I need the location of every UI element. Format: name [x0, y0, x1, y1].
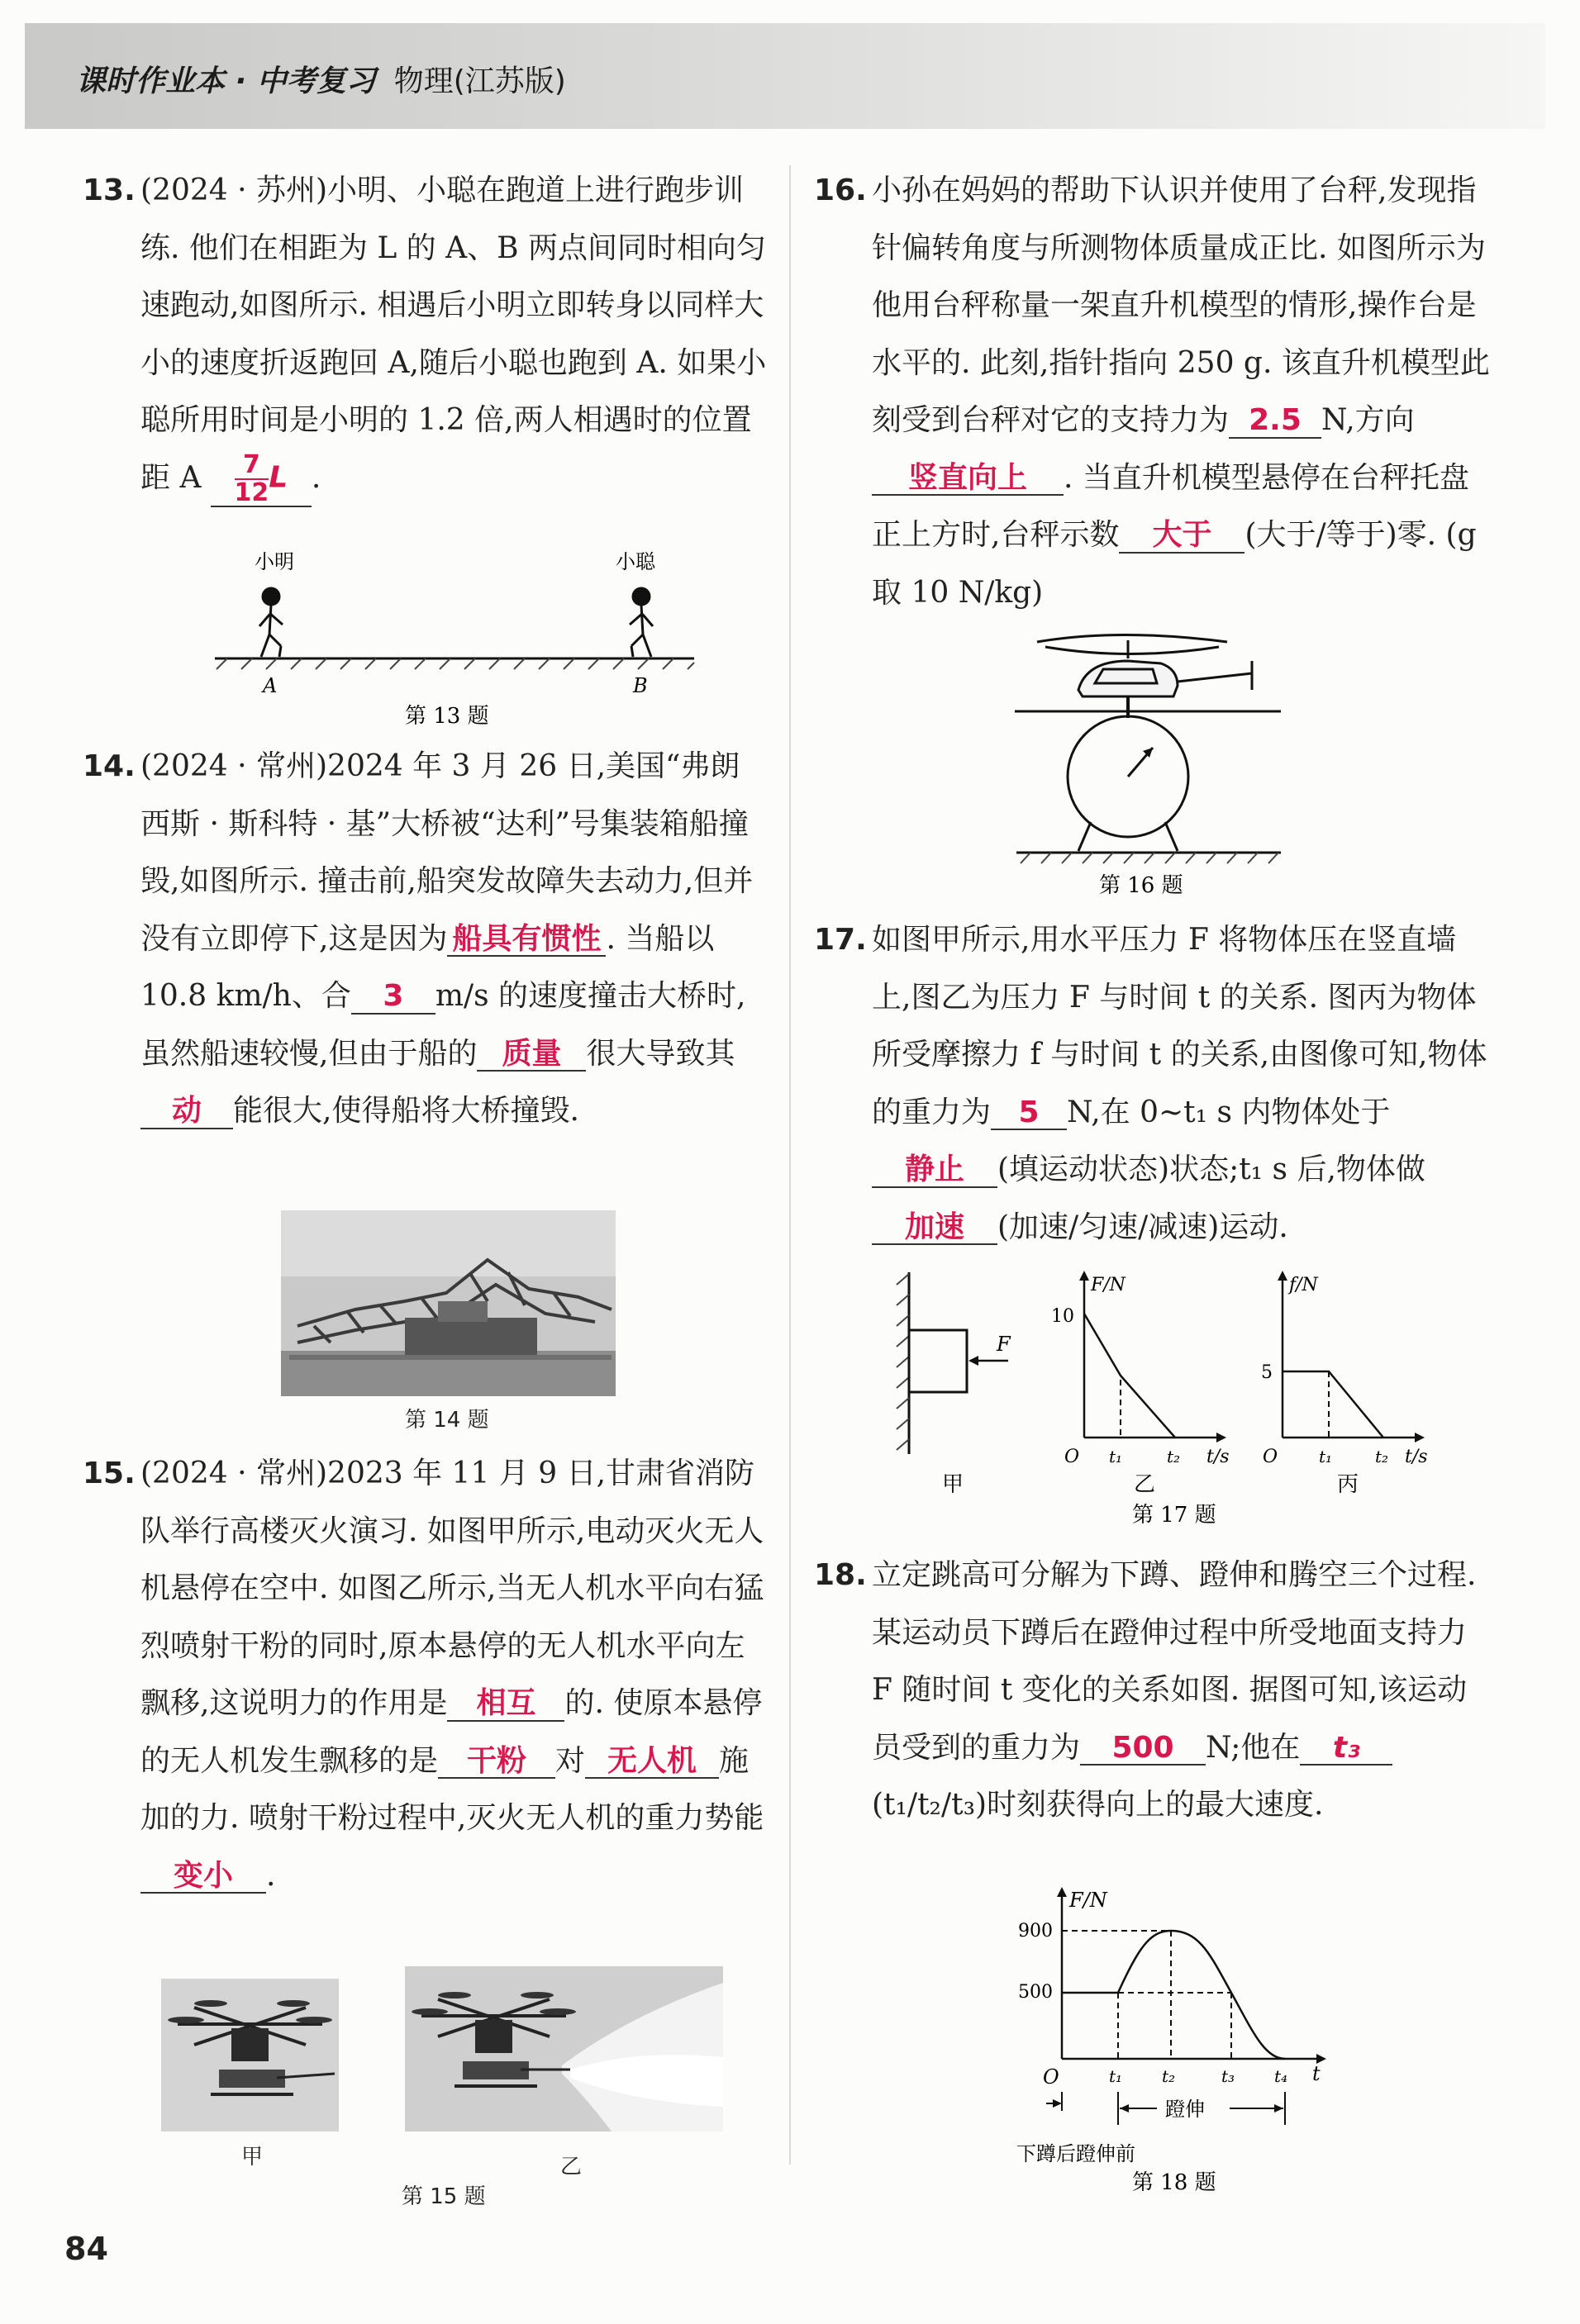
question-text: . 当直升机模型悬停在台秤托盘正上方时,台秤示数	[872, 460, 1469, 552]
question-text: 施加的力. 喷射干粉过程中,灭火无人机的重力势能	[140, 1743, 764, 1835]
figure-18	[1000, 1884, 1347, 2214]
question-16	[814, 162, 1492, 621]
tick-label: t₂	[1167, 1447, 1181, 1466]
x-axis-label: t/s	[1405, 1447, 1428, 1467]
question-text: (2024 · 常州)2024 年 3 月 26 日,美国“弗朗西斯 · 斯科特 · 基”大桥被“达利”号集装箱船撞毁,如图所示. 撞击前,船突发故障失去动力,但并没有立即停下,这是因为	[140, 749, 754, 956]
question-text: N,在 0~t₁ s 内物体处于	[1067, 1095, 1391, 1129]
answer-blank: 变小	[140, 1860, 266, 1894]
question-number: 18.	[814, 1558, 867, 1592]
question-end: .	[311, 460, 321, 495]
tick-label: t₂	[1375, 1447, 1389, 1466]
series-line	[1084, 1314, 1175, 1438]
x-axis-label: t/s	[1206, 1447, 1230, 1467]
label-bing: 丙	[1337, 1472, 1359, 1497]
fraction-denominator: 12	[234, 478, 269, 507]
book-title	[76, 58, 566, 100]
figure-caption: 第 13 题	[405, 704, 489, 727]
origin-label: O	[1263, 1447, 1278, 1467]
question-18	[814, 1547, 1492, 1834]
label-jia: 甲	[942, 1472, 964, 1497]
tick-label: t₂	[1162, 2066, 1176, 2086]
figure-caption: 第 18 题	[1132, 2170, 1216, 2195]
answer-blank: 静止	[872, 1153, 997, 1188]
figure-13	[207, 545, 702, 727]
question-number: 17.	[814, 923, 867, 957]
question-14	[83, 738, 769, 1140]
series-title: 课时作业本 · 中考复习	[76, 64, 376, 98]
question-text: (大于/等于)零. (g 取 10 N/kg)	[872, 518, 1477, 610]
tick-label: t₁	[1109, 2066, 1123, 2086]
question-15	[83, 1445, 769, 1904]
question-text: . 当船以 10.8 km/h、合	[140, 921, 715, 1013]
tick-label: t₃	[1221, 2066, 1235, 2086]
figure-caption: 第 16 题	[1099, 873, 1183, 896]
tick-label: t₄	[1274, 2066, 1288, 2086]
runner-right-icon	[630, 588, 653, 657]
graph-yi	[1051, 1271, 1230, 1497]
scale-figure	[1012, 624, 1285, 896]
graph-bing	[1261, 1271, 1428, 1497]
answer-blank: 500	[1080, 1732, 1206, 1766]
axis-label: F/N	[1069, 1889, 1107, 1912]
answer-variable: L	[269, 460, 288, 495]
question-text: (2024 · 苏州)小明、小聪在跑道上进行跑步训练. 他们在相距为 L 的 A、B 两点间同时相向匀速跑动,如图所示. 相遇后小明立即转身以同样大小的速度折返跑回 A,随后小聪也跑到 A. 如果小聪所用时间是小明的 1.2 倍,两人相遇时的位置距 A	[140, 173, 767, 495]
question-text: (2024 · 常州)2023 年 11 月 9 日,甘肃省消防队举行高楼灭火演习. 如图甲所示,电动灭火无人机悬停在空中. 如图乙所示,当无人机水平向右猛烈喷射干粉的同时,原本悬停的无人机水平向左飘移,这说明力的作用是	[140, 1457, 764, 1720]
answer-blank: t₃	[1300, 1732, 1392, 1766]
wall-block-diagram	[897, 1272, 1011, 1497]
question-17	[814, 911, 1492, 1256]
question-text: 如图甲所示,用水平压力 F 将物体压在竖直墙上,图乙为压力 F 与时间 t 的关系. 图丙为物体所受摩擦力 f 与时间 t 的关系,由图像可知,物体的重力为	[872, 923, 1487, 1129]
question-text: 很大导致其	[586, 1036, 735, 1071]
tick-label: 500	[1018, 1982, 1053, 2003]
question-text: .	[266, 1858, 276, 1893]
tick-label: 900	[1018, 1921, 1053, 1941]
drone-photo-yi	[405, 1966, 723, 2132]
series-line	[1283, 1371, 1383, 1438]
point-b: B	[633, 674, 648, 697]
answer-blank: 动	[140, 1095, 233, 1129]
subject-title: 物理(江苏版)	[393, 64, 566, 98]
answer-blank: 船具有惯性	[447, 923, 606, 958]
track-hatching	[217, 658, 694, 669]
question-text: (加速/匀速/减速)运动.	[997, 1210, 1288, 1244]
answer-blank: 无人机	[585, 1745, 719, 1780]
figure-caption: 第 14 题	[405, 1408, 489, 1433]
question-number: 14.	[83, 749, 136, 783]
label-yi: 乙	[560, 2155, 583, 2179]
question-text: N,方向	[1321, 403, 1415, 437]
figure-caption: 第 15 题	[402, 2184, 486, 2209]
tick-label: 5	[1261, 1362, 1273, 1383]
question-text: (填运动状态)状态;t₁ s 后,物体做	[997, 1152, 1425, 1186]
question-text: (t₁/t₂/t₃)时刻获得向上的最大速度.	[872, 1788, 1324, 1822]
label-xiaoming: 小明	[255, 550, 294, 573]
tick-label: t₁	[1319, 1447, 1333, 1466]
question-text: m/s 的速度撞击大桥时,虽然船速较慢,但由于船的	[140, 979, 746, 1071]
answer-blank: 相互	[447, 1687, 564, 1722]
phase-label: 蹬伸	[1165, 2098, 1205, 2121]
question-text: 能很大,使得船将大桥撞毁.	[233, 1094, 579, 1128]
answer-blank: 3	[351, 980, 435, 1015]
tick-label: t₁	[1109, 1447, 1123, 1466]
force-label: F	[997, 1333, 1011, 1356]
origin-label: O	[1064, 1447, 1080, 1467]
answer-blank: 加速	[872, 1211, 997, 1246]
question-text: 对	[555, 1743, 586, 1778]
figure-17	[876, 1264, 1471, 1528]
label-yi: 乙	[1134, 1472, 1156, 1497]
page-number: 84	[64, 2231, 108, 2267]
point-a: A	[263, 674, 278, 697]
question-text: 的. 使原本悬停的无人机发生飘移的是	[140, 1686, 763, 1778]
answer-blank	[211, 452, 312, 507]
column-divider	[789, 165, 791, 2165]
origin-label: O	[1043, 2065, 1059, 2089]
question-number: 13.	[83, 173, 136, 207]
question-text: 立定跳高可分解为下蹲、蹬伸和腾空三个过程. 某运动员下蹲后在蹬伸过程中所受地面支持力 F 随时间 t 变化的关系如图. 据图可知,该运动员受到的重力为	[872, 1558, 1477, 1765]
pre-phase-label: 下蹲后蹬伸前	[1016, 2142, 1135, 2165]
runner-left-icon	[259, 588, 283, 657]
question-13	[83, 162, 769, 507]
question-text: N;他在	[1206, 1730, 1301, 1765]
x-axis-label: t	[1312, 2062, 1321, 2085]
helicopter-icon	[1037, 635, 1252, 697]
answer-blank: 竖直向上	[872, 462, 1064, 497]
series-curve	[1062, 1931, 1285, 2059]
label-xiaocong: 小聪	[616, 550, 655, 573]
axis-label: F/N	[1091, 1275, 1126, 1295]
drone-photo-jia	[161, 1979, 339, 2132]
question-number: 16.	[814, 173, 867, 207]
answer-blank: 2.5	[1229, 404, 1321, 439]
question-number: 15.	[83, 1457, 136, 1490]
label-jia: 甲	[241, 2145, 264, 2170]
bridge-collapse-photo	[281, 1210, 616, 1396]
question-text: 小孙在妈妈的帮助下认识并使用了台秤,发现指针偏转角度与所测物体质量成正比. 如图所示为他用台秤称量一架直升机模型的情形,操作台是水平的. 此刻,指针指向 250 g. 该直升机模型此刻受到台秤对它的支持力为	[872, 173, 1490, 437]
fraction-numerator: 7	[235, 452, 269, 480]
tick-label: 10	[1051, 1306, 1074, 1327]
answer-blank: 5	[991, 1096, 1067, 1131]
figure-caption: 第 17 题	[1132, 1503, 1216, 1528]
answer-blank: 干粉	[438, 1745, 555, 1780]
answer-blank: 质量	[477, 1038, 586, 1072]
answer-blank: 大于	[1119, 519, 1244, 554]
axis-label: f/N	[1289, 1275, 1318, 1295]
